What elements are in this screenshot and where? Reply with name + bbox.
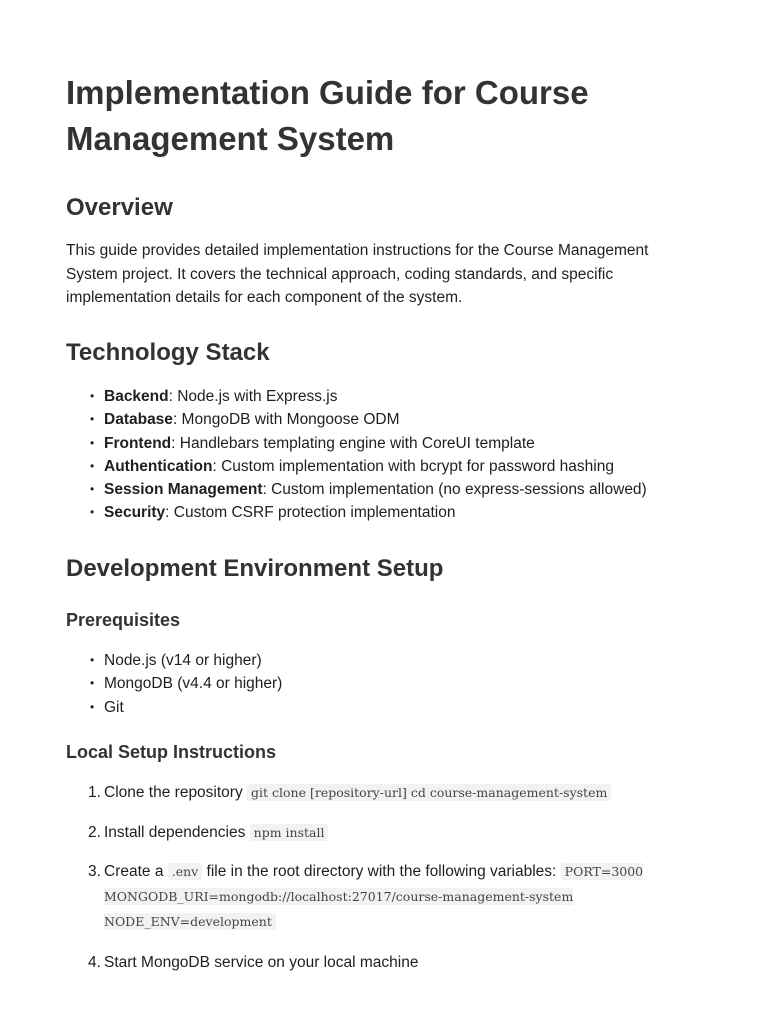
bullet-icon: • (90, 412, 95, 427)
list-item-term: Authentication (104, 457, 213, 475)
list-item-term: Database (104, 411, 173, 429)
step-text: Create a (104, 863, 168, 880)
page-title: Implementation Guide for Course Management System (66, 74, 589, 157)
bullet-icon: • (90, 505, 95, 520)
step-text: Clone the repository (104, 784, 248, 801)
list-item (66, 820, 706, 845)
overview-heading: Overview (66, 194, 173, 221)
list-item (66, 501, 706, 524)
list-item (66, 478, 706, 501)
code-snippet: git clone [repository-url] cd course-management-system (247, 784, 611, 801)
step-text: Start MongoDB service on your local machine (104, 954, 419, 971)
list-item-desc: : Handlebars templating engine with CoreUI template (171, 434, 535, 452)
list-item (66, 385, 706, 408)
list-item-text: Git (104, 698, 124, 716)
list-item (66, 408, 706, 431)
list-item-term: Frontend (104, 434, 172, 452)
list-item-text: Node.js (v14 or higher) (104, 652, 262, 669)
overview-text: This guide provides detailed implementation instructions for the Course Management System project. It covers the technical approach, coding standards, and specific implementation details for each component of the system. (66, 242, 649, 306)
step-number: 3. (88, 863, 101, 880)
step-text: file in the root directory with the following variables: (202, 863, 561, 880)
list-item (66, 649, 706, 672)
code-snippet: PORT=3000 MONGODB_URI=mongodb://localhost:27017/course-management-system NODE_ENV=development (104, 864, 644, 929)
prerequisites-list (66, 649, 706, 719)
step-text: Install dependencies (104, 824, 250, 841)
bullet-icon: • (90, 482, 95, 497)
prerequisites-heading: Prerequisites (66, 610, 181, 630)
list-item-text: MongoDB (v4.4 or higher) (104, 675, 283, 693)
local-setup-heading: Local Setup Instructions (66, 742, 277, 762)
list-item (66, 696, 706, 719)
list-item (66, 455, 706, 478)
dev-env-heading: Development Environment Setup (66, 555, 444, 582)
tech-stack-list (66, 385, 706, 525)
list-item-term: Session Management (104, 481, 263, 499)
bullet-icon: • (90, 653, 95, 667)
list-item (66, 780, 706, 805)
step-number: 4. (88, 954, 101, 971)
bullet-icon: • (90, 389, 95, 403)
tech-stack-heading: Technology Stack (66, 339, 270, 366)
list-item-desc: : Node.js with Express.js (168, 388, 338, 405)
list-item (66, 672, 706, 695)
bullet-icon: • (90, 458, 95, 473)
bullet-icon: • (90, 676, 95, 691)
code-inline-env: .env (168, 863, 202, 880)
list-item-term: Security (104, 504, 166, 522)
list-item-desc: : Custom implementation (no express-sessions allowed) (262, 481, 647, 499)
bullet-icon: • (90, 699, 95, 714)
bullet-icon: • (90, 435, 95, 450)
list-item (66, 950, 706, 975)
step-number: 1. (88, 784, 101, 801)
list-item-desc: : Custom implementation with bcrypt for password hashing (212, 457, 614, 475)
step-number: 2. (88, 824, 101, 841)
list-item-term: Backend (104, 388, 169, 405)
list-item-desc: : MongoDB with Mongoose ODM (172, 411, 400, 429)
list-item (66, 432, 706, 455)
list-item (66, 859, 706, 934)
list-item-desc: : Custom CSRF protection implementation (165, 504, 456, 522)
code-snippet: npm install (250, 824, 329, 841)
